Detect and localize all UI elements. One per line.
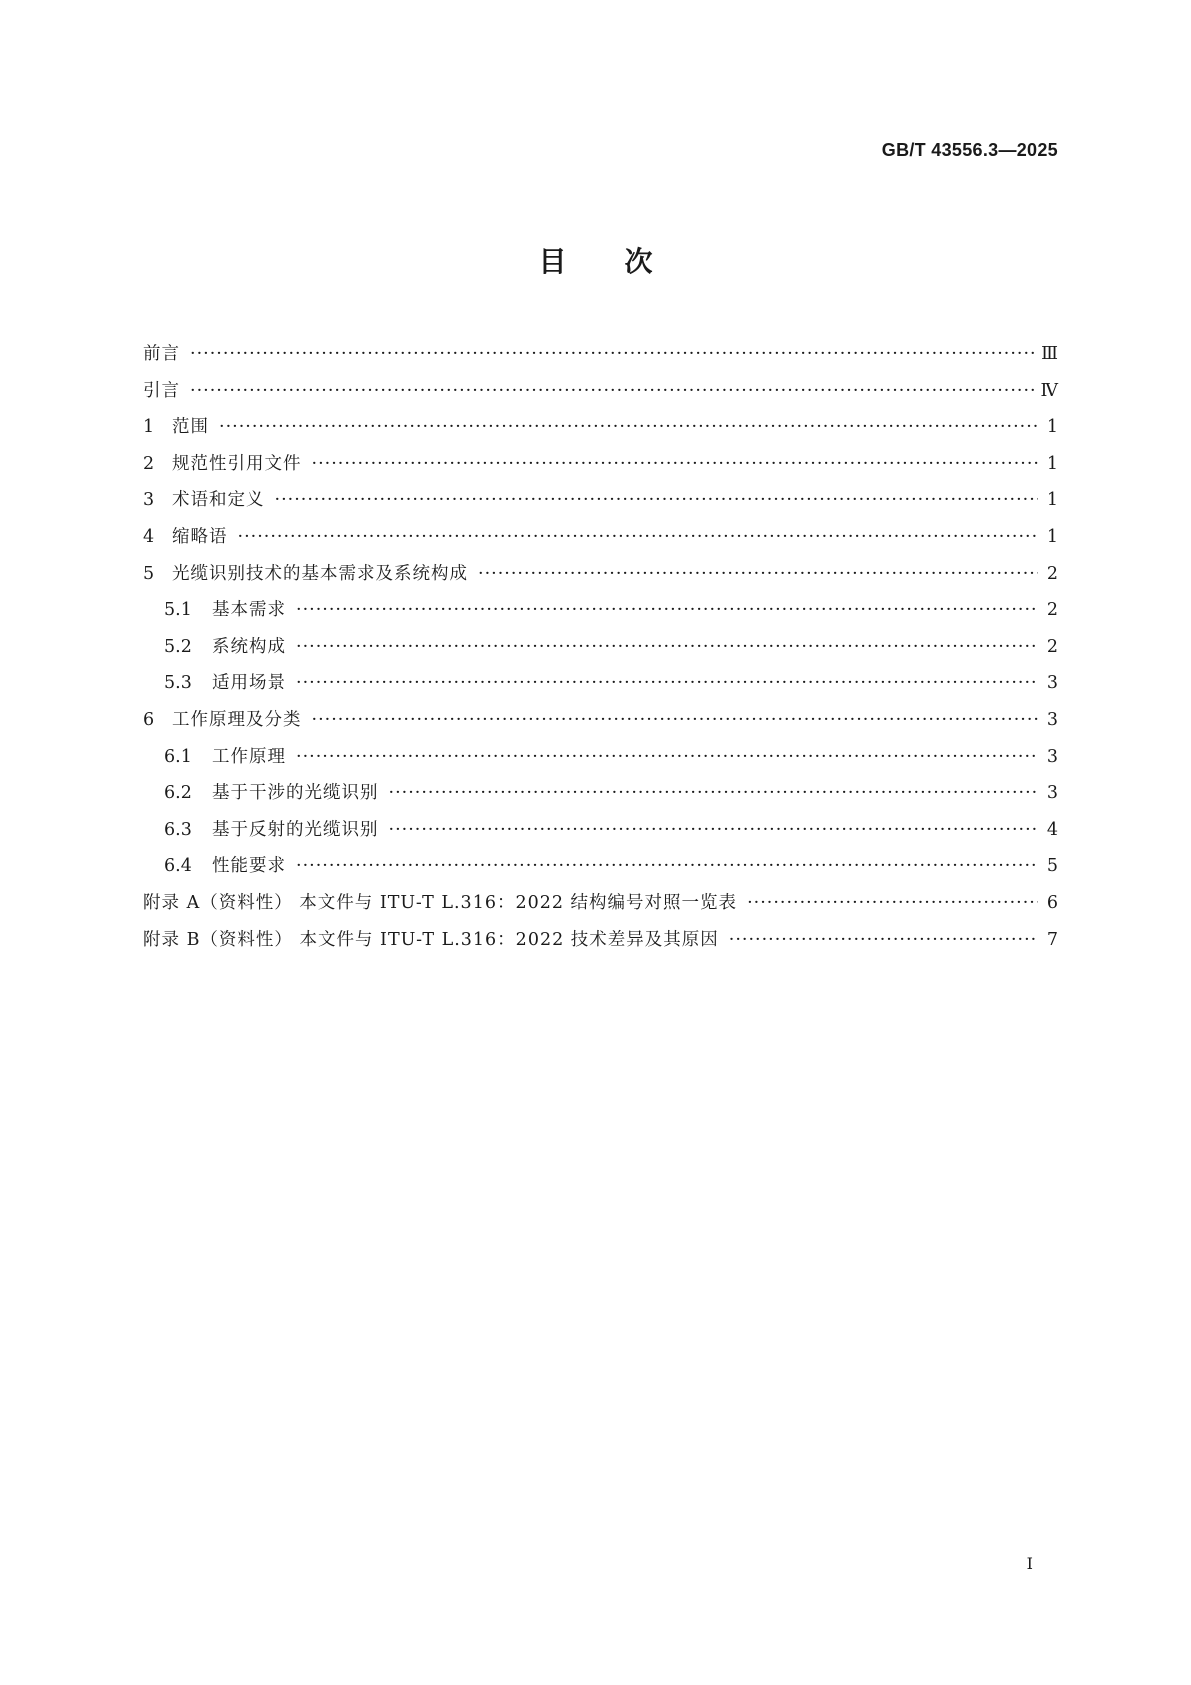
toc-entry-label: 基于反射的光缆识别 [212, 819, 379, 840]
toc-entry-6-4[interactable] [143, 852, 1058, 889]
toc-page-number: 3 [1046, 709, 1058, 730]
toc-page-number: 7 [1046, 929, 1058, 950]
dot-leader [478, 564, 1038, 584]
toc-entry-label: 系统构成 [212, 636, 286, 657]
dot-leader [312, 454, 1039, 474]
toc-entry-label: 附录 B（资料性） 本文件与 ITU-T L.316：2022 技术差异及其原因 [143, 929, 719, 950]
dot-leader [238, 527, 1039, 547]
toc-entry-label: 工作原理及分类 [172, 709, 302, 730]
toc-entry-number: 2 [143, 453, 155, 474]
toc-page-number: 1 [1046, 453, 1058, 474]
toc-entry-number: 3 [143, 490, 155, 511]
toc-entry-label: 基本需求 [212, 600, 286, 621]
toc-entry-label: 术语和定义 [172, 490, 265, 511]
standard-number: GB/T 43556.3—2025 [881, 140, 1058, 160]
dot-leader [389, 783, 1039, 803]
toc-entry-number: 6.2 [164, 783, 192, 804]
toc-page-number: 4 [1046, 819, 1058, 840]
toc-entry-label: 附录 A（资料性） 本文件与 ITU-T L.316：2022 结构编号对照一览表 [143, 892, 738, 913]
toc-page-number: 2 [1046, 563, 1058, 584]
dot-leader [296, 673, 1038, 693]
toc-page-number: 5 [1046, 856, 1058, 877]
dot-leader [296, 600, 1038, 620]
toc-page-number: Ⅳ [1040, 380, 1058, 401]
dot-leader [389, 820, 1039, 840]
toc-entry-number: 4 [143, 526, 155, 547]
toc-page-number: 3 [1046, 673, 1058, 694]
toc-entry-3[interactable] [143, 486, 1058, 523]
dot-leader [275, 490, 1039, 510]
dot-leader [296, 747, 1038, 767]
toc-entry-5-2[interactable] [143, 633, 1058, 670]
toc-entry-label: 规范性引用文件 [172, 453, 302, 474]
toc-entry-1[interactable] [143, 413, 1058, 450]
toc-entry-number: 6.4 [164, 856, 192, 877]
toc-entry-label: 光缆识别技术的基本需求及系统构成 [172, 563, 468, 584]
toc-page-number: Ⅲ [1041, 344, 1058, 364]
toc-entry-annex-b[interactable] [143, 926, 1058, 963]
dot-leader [190, 344, 1035, 364]
toc-page-number: 3 [1046, 783, 1058, 804]
toc-entry-number: 6.3 [164, 819, 192, 840]
toc-entry-label: 工作原理 [212, 746, 286, 767]
toc-entry-6-2[interactable] [143, 779, 1058, 816]
page-title: 目次 [538, 245, 711, 278]
dot-leader [296, 637, 1038, 657]
toc-page-number: 1 [1046, 490, 1058, 511]
toc-page-number: 1 [1046, 526, 1058, 547]
toc-entry-label: 适用场景 [212, 673, 286, 694]
toc-entry-4[interactable] [143, 523, 1058, 560]
toc-entry-foreword[interactable] [143, 340, 1058, 377]
toc-entry-label: 范围 [172, 417, 209, 438]
toc-entry-annex-a[interactable] [143, 889, 1058, 926]
toc-entry-label: 基于干涉的光缆识别 [212, 783, 379, 804]
toc-page-number: 6 [1046, 892, 1058, 913]
toc-entry-6-1[interactable] [143, 743, 1058, 780]
dot-leader [729, 930, 1038, 950]
toc-entry-number: 6.1 [164, 746, 192, 767]
toc-entry-label: 缩略语 [172, 526, 228, 547]
toc-entry-5-1[interactable] [143, 596, 1058, 633]
toc-entry-number: 1 [143, 417, 155, 438]
dot-leader [190, 381, 1035, 401]
page-number: Ⅰ [1026, 1554, 1033, 1573]
dot-leader [747, 893, 1038, 913]
toc-entry-5[interactable] [143, 560, 1058, 597]
toc-entry-number: 5.3 [164, 673, 192, 694]
toc-entry-6-3[interactable] [143, 816, 1058, 853]
toc-entry-number: 5.2 [164, 636, 192, 657]
toc-page-number: 1 [1046, 417, 1058, 438]
dot-leader [296, 856, 1038, 876]
toc-page-number: 2 [1046, 600, 1058, 621]
toc-entry-label: 性能要求 [212, 856, 286, 877]
toc-entry-2[interactable] [143, 450, 1058, 487]
toc-entry-number: 5 [143, 563, 155, 584]
dot-leader [312, 710, 1039, 730]
dot-leader [219, 417, 1038, 437]
toc-entry-label: 前言 [143, 344, 180, 364]
toc-entry-number: 5.1 [164, 600, 192, 621]
toc-entry-number: 6 [143, 709, 155, 730]
toc-entry-5-3[interactable] [143, 669, 1058, 706]
toc-page-number: 3 [1046, 746, 1058, 767]
table-of-contents [143, 340, 1058, 962]
toc-entry-introduction[interactable] [143, 377, 1058, 414]
toc-entry-label: 引言 [143, 380, 180, 401]
toc-page-number: 2 [1046, 636, 1058, 657]
toc-entry-6[interactable] [143, 706, 1058, 743]
